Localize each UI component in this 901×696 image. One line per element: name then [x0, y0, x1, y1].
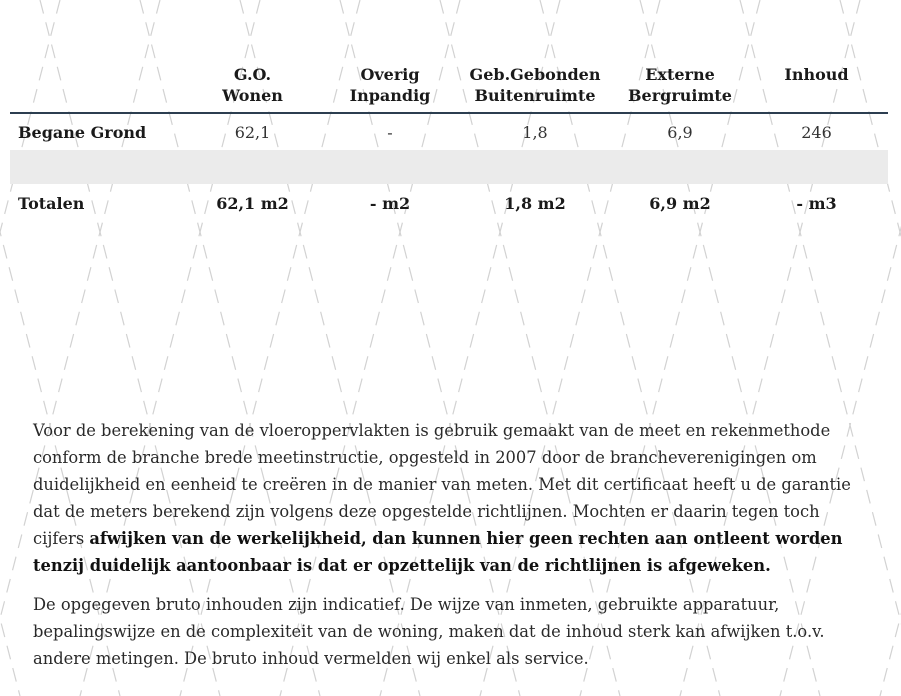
cell-geb-gebonden: 1,8 — [522, 122, 548, 142]
table-header-row — [10, 58, 888, 113]
cell-go-wonen: 62,1 — [234, 122, 271, 142]
header-overig-inpandig — [325, 58, 455, 113]
notes-paragraph-measurement — [33, 417, 868, 579]
total-externe-bergruimte: 6,9 m2 — [649, 193, 711, 213]
total-geb-gebonden: 1,8 m2 — [504, 193, 566, 213]
header-line: Wonen — [222, 86, 283, 105]
area-table — [10, 58, 888, 222]
header-line: G.O. — [233, 65, 272, 84]
notes-paragraph-volume: De opgegeven bruto inhouden zijn indicatief. De wijze van inmeten, gebruikte apparatuur, bepalingswijze en de complexiteit van de woning, maken dat de inhoud sterk kan afwijken t.o.v. andere metingen. De bruto inhoud vermelden wij enkel als service. — [33, 595, 825, 668]
spacer-row — [10, 150, 888, 184]
cell-inhoud: 246 — [801, 122, 832, 142]
notes-paragraph-1-text: Voor de berekening van de vloeroppervlakten is gebruik gemaakt van de meet en rekenmethode conform de branche brede meetinstructie, opgesteld in 2007 door de brancheverenigingen om duidelijkheid en eenheid te creëren in de manier van meten. Met dit certificaat heeft u de garantie dat de meters berekend zijn volgens deze opgestelde richtlijnen. Mochten er daarin tegen toch cijfers — [33, 421, 851, 548]
header-line: Bergruimte — [628, 86, 732, 105]
cell-overig-inpandig: - — [387, 122, 393, 142]
header-line: Geb.Gebonden — [469, 65, 601, 84]
header-go-wonen — [180, 58, 325, 113]
header-line: Buitenruimte — [474, 86, 596, 105]
header-line: Inhoud — [784, 65, 849, 84]
row-label-begane-grond: Begane Grond — [18, 122, 147, 142]
notes-section — [33, 417, 868, 684]
header-line: Inpandig — [349, 86, 431, 105]
header-inhoud — [745, 58, 888, 113]
totals-row — [10, 184, 888, 222]
header-line: Externe — [645, 65, 715, 84]
header-geb-gebonden-buitenruimte — [455, 58, 615, 113]
table-row — [10, 113, 888, 150]
totals-label: Totalen — [18, 193, 85, 213]
header-line: Overig — [360, 65, 420, 84]
total-go-wonen: 62,1 m2 — [216, 193, 289, 213]
total-inhoud: - m3 — [796, 193, 837, 213]
spacer-cell — [10, 150, 888, 184]
notes-paragraph-1-emphasis: afwijken van de werkelijkheid, dan kunnen hier geen rechten aan ontleent worden tenzij duidelijk aantoonbaar is dat er opzettelijk van de richtlijnen is afgeweken. — [33, 529, 843, 575]
header-externe-bergruimte — [615, 58, 745, 113]
cell-externe-bergruimte: 6,9 — [667, 122, 693, 142]
total-overig-inpandig: - m2 — [369, 193, 411, 213]
header-label-empty — [10, 58, 180, 113]
